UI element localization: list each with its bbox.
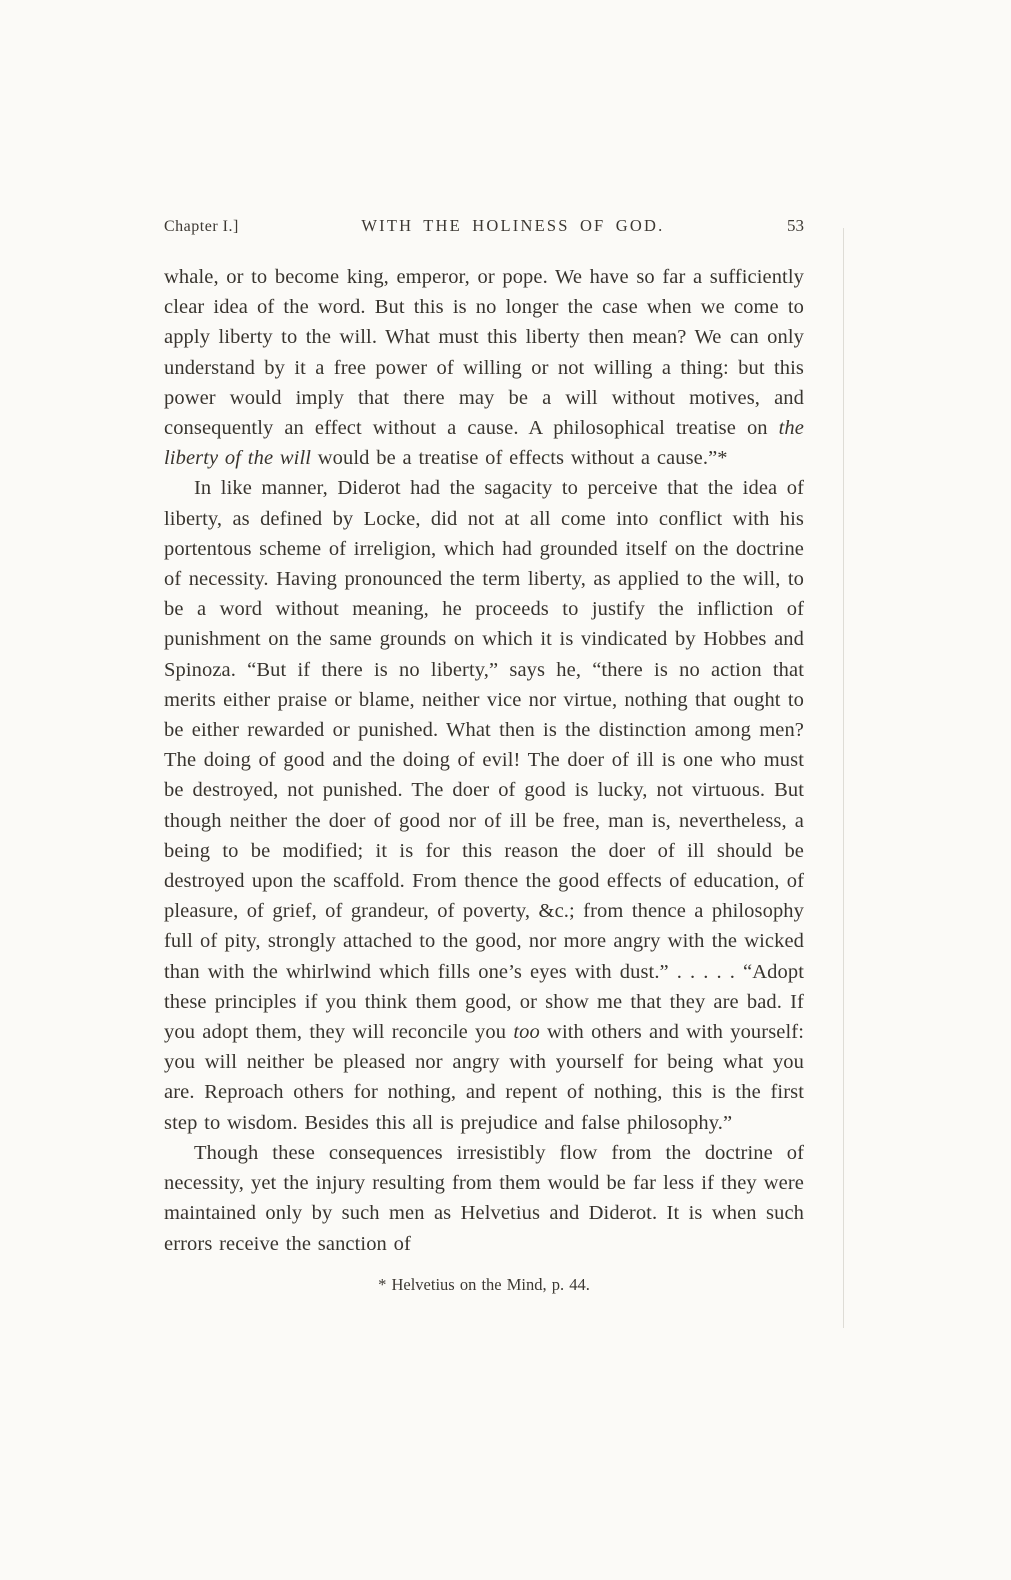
chapter-label: Chapter I.] [164,218,239,235]
paragraph [164,1138,804,1259]
text-run: Though these consequences irresistibly flow from the doctrine of necessity, yet the injury resulting from them would be far less if they were maintained only by such men as Helvetius and Diderot. It is when such errors receive the sanction of [164,1141,804,1255]
page-header [164,216,804,236]
page-body [164,262,804,1259]
text-run: would be a treatise of effects without a cause.”* [311,447,728,470]
running-title: WITH THE HOLINESS OF GOD. [361,216,665,235]
text-run: whale, or to become king, emperor, or pope. We have so far a sufficiently clear idea of the word. But this is no longer the case when we come to apply liberty to the will. What must this liberty then mean? We can only understand by it a free power of willing or not willing a thing: but this power would imply that there may be a will without motives, and consequently an effect without a cause. A philosophical treatise on [164,266,804,440]
text-run: with others and with yourself: you will neither be pleased nor angry with yourself for being what you are. Reproach others for nothing, and repent of nothing, this is the first step to wisdom. Besides this all is prejudice and false philosophy.” [164,1021,804,1134]
page-number: 53 [787,216,804,235]
footnote: * Helvetius on the Mind, p. 44. [378,1274,590,1294]
page-content [164,216,804,1295]
text-run: In like manner, Diderot had the sagacity to perceive that the idea of liberty, as defined by Locke, did not at all come into conflict with his portentous scheme of irreligion, which had grounded itself on the doctrine of necessity. Having pronounced the term liberty, as applied to the will, to be a word without meaning, he proceeds to justify the infliction of punishment on the same grounds on which it is vindicated by Hobbes and Spinoza. “But if there is no liberty,” says he, “there is no action that merits either praise or blame, neither vice nor virtue, nothing that ought to be either rewarded or punished. What then is the distinction among men? The doing of good and the doing of evil! The doer of ill is one who must be destroyed, not punished. The doer of good is lucky, not virtuous. But though neither the doer of good nor of ill be free, man is, nevertheless, a being to be modified; it is for this reason the doer of ill should be destroyed upon the scaffold. From thence the good effects of education, of pleasure, of grief, of grandeur, of poverty, &c.; from thence a philosophy full of pity, strongly attached to the good, nor more angry with the wicked than with the whirlwind which fills one’s eyes with dust.” . . . . . “Adopt these principles if you think them good, or show me that they are bad. If you adopt them, they will reconcile you [164,477,804,1044]
paragraph [164,473,804,1137]
italic-text-run: the liberty of the will [164,417,804,470]
italic-text-run: too [513,1021,540,1044]
page-edge-line [843,228,844,1328]
paragraph [164,262,804,473]
